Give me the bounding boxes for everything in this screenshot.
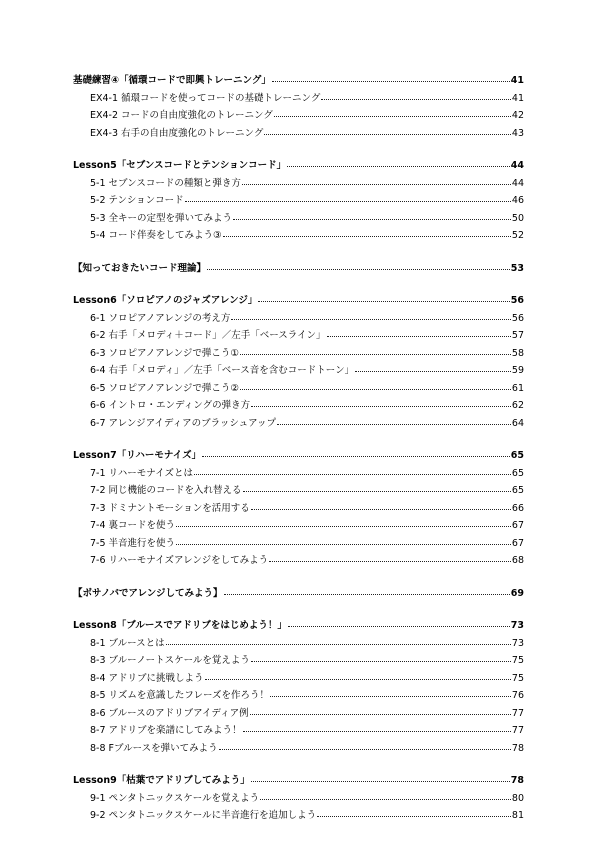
toc-section-entry[interactable] bbox=[73, 227, 524, 245]
toc-section-entry[interactable] bbox=[73, 635, 524, 653]
toc-entry-title: 6-4 右手「メロディ」／左手「ベース音を含むコードトーン」 bbox=[90, 365, 355, 376]
toc-section-entry[interactable] bbox=[73, 397, 524, 415]
toc-page-number: 65 bbox=[510, 450, 524, 461]
toc-page-number: 77 bbox=[511, 725, 524, 736]
toc-section-entry[interactable] bbox=[73, 552, 524, 570]
dot-leader bbox=[194, 474, 511, 475]
toc-page-number: 65 bbox=[511, 485, 524, 496]
toc-entry-title: 7-5 半音進行を使う bbox=[90, 537, 176, 549]
dot-leader bbox=[223, 236, 511, 237]
toc-section-entry[interactable] bbox=[73, 500, 524, 518]
toc-page-number: 73 bbox=[511, 637, 524, 649]
toc-section-entry[interactable] bbox=[73, 415, 524, 433]
toc-entry-title: 【知っておきたいコード理論】 bbox=[73, 262, 207, 274]
toc-entry-title: 【ボサノバでアレンジしてみよう】 bbox=[73, 587, 223, 599]
toc-entry-title: 5-4 コード伴奏をしてみよう③ bbox=[90, 230, 222, 241]
toc-section-entry[interactable] bbox=[73, 192, 524, 210]
toc-entry-title: 6-5 ソロピアノアレンジで弾こう② bbox=[90, 382, 239, 394]
toc-page-number: 75 bbox=[511, 655, 524, 666]
toc-page-number: 58 bbox=[511, 347, 524, 359]
dot-leader bbox=[219, 749, 511, 750]
dot-leader bbox=[207, 269, 510, 270]
dot-leader bbox=[251, 509, 511, 510]
dot-leader bbox=[264, 134, 511, 135]
toc-entry-title: 6-7 アレンジアイディアのブラッシュアップ bbox=[90, 417, 277, 429]
toc-chapter-entry[interactable] bbox=[73, 72, 524, 90]
toc-entry-title: EX4-1 循環コードを使ってコードの基礎トレーニング bbox=[90, 92, 321, 104]
toc-entry-title: 6-3 ソロピアノアレンジで弾こう① bbox=[90, 347, 239, 359]
toc-section-entry[interactable] bbox=[73, 465, 524, 483]
dot-leader bbox=[176, 544, 511, 545]
toc-page-number: 68 bbox=[511, 555, 524, 566]
toc-section-entry[interactable] bbox=[73, 107, 524, 125]
dot-leader bbox=[166, 644, 511, 645]
toc-page-number: 53 bbox=[510, 262, 524, 274]
toc-entry-title: 7-6 リハーモナイズアレンジをしてみよう bbox=[90, 555, 269, 566]
toc-entry-title: 9-1 ペンタトニックスケールを覚えよう bbox=[90, 792, 260, 804]
toc-entry-title: Lesson9「枯葉でアドリブしてみよう」 bbox=[73, 775, 250, 786]
dot-leader bbox=[327, 336, 511, 337]
toc-entry-title: 8-5 リズムを意識したフレーズを作ろう！ bbox=[90, 690, 269, 701]
toc-section-entry[interactable] bbox=[73, 790, 524, 808]
dot-leader bbox=[272, 81, 510, 82]
dot-leader bbox=[240, 389, 511, 390]
section-gap bbox=[73, 277, 524, 292]
toc-page-number: 56 bbox=[510, 295, 524, 306]
toc-chapter-entry[interactable] bbox=[73, 585, 524, 603]
toc-section-entry[interactable] bbox=[73, 90, 524, 108]
dot-leader bbox=[250, 714, 511, 715]
dot-leader bbox=[317, 816, 511, 817]
dot-leader bbox=[176, 526, 511, 527]
toc-page-number: 44 bbox=[511, 177, 524, 189]
toc-section-entry[interactable] bbox=[73, 807, 524, 825]
toc-entry-title: 7-1 リハーモナイズとは bbox=[90, 467, 193, 479]
toc-section-entry[interactable] bbox=[73, 652, 524, 670]
section-gap bbox=[73, 142, 524, 157]
section-gap bbox=[73, 432, 524, 447]
toc-page-number: 42 bbox=[511, 110, 524, 121]
toc-entry-title: 8-4 アドリブに挑戦しよう bbox=[90, 672, 204, 684]
toc-page-number: 66 bbox=[511, 502, 524, 514]
toc-page-number: 67 bbox=[511, 520, 524, 531]
toc-entry-title: 8-8 Fブルースを弾いてみよう bbox=[90, 742, 218, 754]
dot-leader bbox=[224, 594, 510, 595]
toc-chapter-entry[interactable] bbox=[73, 447, 524, 465]
toc-entry-title: Lesson8「ブルースでアドリブをはじめよう！」 bbox=[73, 620, 287, 631]
toc-section-entry[interactable] bbox=[73, 175, 524, 193]
toc-page-number: 67 bbox=[511, 537, 524, 549]
toc-entry-title: 5-3 全キーの定型を弾いてみよう bbox=[90, 212, 233, 224]
dot-leader bbox=[277, 424, 511, 425]
toc-section-entry[interactable] bbox=[73, 345, 524, 363]
toc-page-number: 61 bbox=[511, 382, 524, 394]
toc-section-entry[interactable] bbox=[73, 687, 524, 705]
toc-page-number: 43 bbox=[511, 127, 524, 139]
dot-leader bbox=[260, 799, 511, 800]
toc-section-entry[interactable] bbox=[73, 362, 524, 380]
toc-page-number: 56 bbox=[511, 312, 524, 324]
toc-page-number: 50 bbox=[511, 212, 524, 224]
toc-page-number: 65 bbox=[511, 467, 524, 479]
dot-leader bbox=[242, 184, 511, 185]
section-gap bbox=[73, 245, 524, 260]
toc-entry-title: 8-6 ブルースのアドリブアイディア例 bbox=[90, 707, 249, 719]
dot-leader bbox=[240, 354, 511, 355]
toc-chapter-entry[interactable] bbox=[73, 260, 524, 278]
toc-entry-title: Lesson7「リハーモナイズ」 bbox=[73, 450, 202, 461]
toc-section-entry[interactable] bbox=[73, 740, 524, 758]
toc-page-number: 52 bbox=[511, 230, 524, 241]
toc-page-number: 75 bbox=[511, 672, 524, 684]
toc-entry-title: 6-6 イントロ・エンディングの弾き方 bbox=[90, 400, 251, 411]
toc-page-number: 78 bbox=[511, 742, 524, 754]
toc-page-number: 73 bbox=[510, 620, 524, 631]
toc-entry-title: 7-4 裏コードを使う bbox=[90, 520, 176, 531]
dot-leader bbox=[251, 781, 510, 782]
toc-section-entry[interactable] bbox=[73, 535, 524, 553]
toc-entry-title: Lesson6「ソロピアノのジャズアレンジ」 bbox=[73, 295, 258, 306]
toc-page-number: 76 bbox=[511, 690, 524, 701]
toc-page-number: 77 bbox=[511, 707, 524, 719]
toc-section-entry[interactable] bbox=[73, 210, 524, 228]
toc-page-number: 59 bbox=[511, 365, 524, 376]
dot-leader bbox=[270, 696, 511, 697]
toc-page-number: 41 bbox=[510, 75, 524, 86]
toc-section-entry[interactable] bbox=[73, 310, 524, 328]
toc-page-number: 69 bbox=[510, 587, 524, 599]
dot-leader bbox=[258, 301, 509, 302]
toc-chapter-entry[interactable] bbox=[73, 772, 524, 790]
toc-section-entry[interactable] bbox=[73, 722, 524, 740]
section-gap bbox=[73, 757, 524, 772]
dot-leader bbox=[202, 456, 510, 457]
dot-leader bbox=[251, 406, 511, 407]
section-gap bbox=[73, 602, 524, 617]
dot-leader bbox=[287, 166, 510, 167]
toc-page-number: 62 bbox=[511, 400, 524, 411]
toc-entry-title: 6-2 右手「メロディ＋コード」／左手「ベースライン」 bbox=[90, 330, 326, 341]
toc-entry-title: 6-1 ソロピアノアレンジの考え方 bbox=[90, 312, 231, 324]
toc-entry-title: 基礎練習④「循環コードで即興トレーニング」 bbox=[73, 75, 271, 86]
dot-leader bbox=[355, 371, 511, 372]
toc-section-entry[interactable] bbox=[73, 705, 524, 723]
toc-entry-title: 7-3 ドミナントモーションを活用する bbox=[90, 502, 250, 514]
dot-leader bbox=[251, 661, 511, 662]
toc-entry-title: EX4-3 右手の自由度強化のトレーニング bbox=[90, 127, 264, 139]
toc-entry-title: Lesson5「セブンスコードとテンションコード」 bbox=[73, 160, 287, 171]
toc-entry-title: 8-3 ブルーノートスケールを覚えよう bbox=[90, 655, 250, 666]
toc-page-number: 64 bbox=[511, 417, 524, 429]
toc-page-number: 41 bbox=[511, 92, 524, 104]
dot-leader bbox=[231, 319, 510, 320]
toc-entry-title: 8-7 アドリブを楽譜にしてみよう！ bbox=[90, 725, 242, 736]
toc-section-entry[interactable] bbox=[73, 670, 524, 688]
toc-entry-title: 9-2 ペンタトニックスケールに半音進行を追加しよう bbox=[90, 810, 317, 821]
dot-leader bbox=[288, 626, 510, 627]
toc-entry-title: 5-1 セブンスコードの種類と弾き方 bbox=[90, 177, 241, 189]
dot-leader bbox=[243, 491, 511, 492]
toc-entry-title: 8-1 ブルースとは bbox=[90, 637, 165, 649]
dot-leader bbox=[185, 201, 511, 202]
toc-page-number: 46 bbox=[511, 195, 524, 206]
toc-entry-title: EX4-2 コードの自由度強化のトレーニング bbox=[90, 110, 273, 121]
section-gap bbox=[73, 570, 524, 585]
toc-section-entry[interactable] bbox=[73, 482, 524, 500]
dot-leader bbox=[321, 99, 511, 100]
toc-section-entry[interactable] bbox=[73, 327, 524, 345]
dot-leader bbox=[233, 219, 511, 220]
toc-section-entry[interactable] bbox=[73, 380, 524, 398]
toc-page-number: 57 bbox=[511, 330, 524, 341]
toc-section-entry[interactable] bbox=[73, 125, 524, 143]
toc-chapter-entry[interactable] bbox=[73, 617, 524, 635]
toc-section-entry[interactable] bbox=[73, 517, 524, 535]
toc-entry-title: 7-2 同じ機能のコードを入れ替える bbox=[90, 485, 242, 496]
toc-page-number: 81 bbox=[511, 810, 524, 821]
dot-leader bbox=[274, 116, 511, 117]
dot-leader bbox=[243, 731, 511, 732]
toc-entry-title: 5-2 テンションコード bbox=[90, 195, 184, 206]
table-of-contents bbox=[73, 72, 524, 825]
toc-page-number: 80 bbox=[511, 792, 524, 804]
toc-chapter-entry[interactable] bbox=[73, 157, 524, 175]
toc-page-number: 44 bbox=[510, 160, 524, 171]
toc-page-number: 78 bbox=[510, 775, 524, 786]
dot-leader bbox=[269, 561, 511, 562]
toc-chapter-entry[interactable] bbox=[73, 292, 524, 310]
dot-leader bbox=[205, 679, 511, 680]
